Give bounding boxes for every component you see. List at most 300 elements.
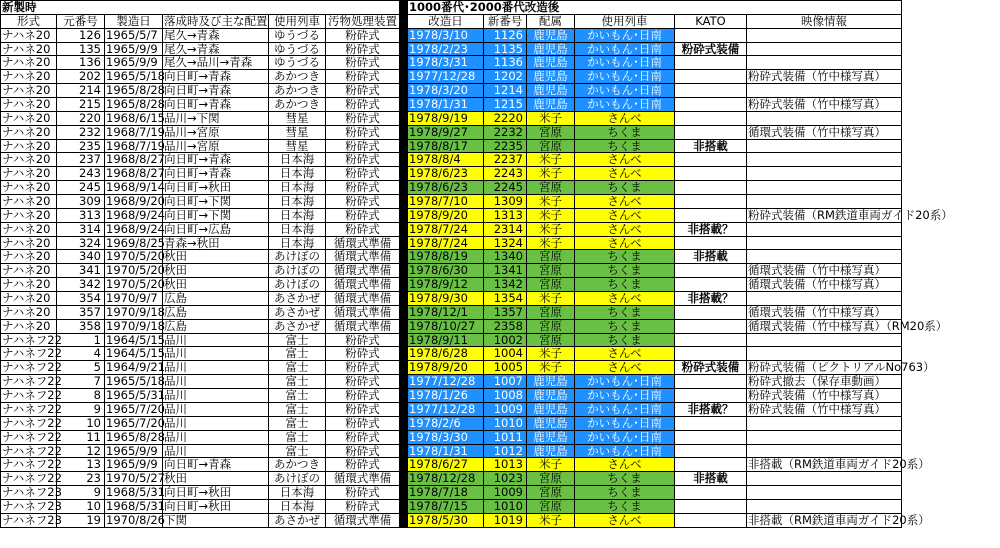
cell-mod-date: 1978/2/23 [408,43,484,57]
cell-video-info [747,347,902,361]
cell-mod-date: 1978/8/17 [408,140,484,154]
cell-new-train: かいもん･日南 [575,445,675,459]
cell-build-date: 1968/7/19 [106,138,165,153]
cell-kato: 非搭載？ [675,223,747,237]
cell-build-date: 1964/5/15 [106,346,165,361]
cell-new-train: さんべ [575,514,675,528]
cell-waste-system: 粉砕式 [326,126,400,140]
cell-new-number: 1013 [484,458,527,472]
cell-mod-date: 1978/1/31 [408,445,484,459]
cell-kato [675,334,747,348]
cell-kato [675,514,747,528]
cell-type: ナハネフ22 [2,471,62,486]
cell-type: ナハネフ22 [2,443,62,458]
cell-placement: 品川 [163,417,269,431]
header-new-number: 新番号 [484,15,527,29]
cell-kato: 非搭載？ [675,292,747,306]
cell-waste-system: 粉砕式 [326,445,400,459]
column-divider [400,98,408,112]
cell-kato [675,153,747,167]
cell-depot: 宮原 [527,140,575,154]
header-placement: 落成時及び主な配置 [164,13,268,28]
cell-placement: 向日町→秋田 [163,486,269,500]
cell-type: ナハネ20 [1,181,57,195]
cell-kato: 粉砕式装備 [675,361,747,375]
cell-video-info [747,29,902,43]
column-divider [400,153,408,167]
cell-new-number: 1011 [484,431,527,445]
cell-new-train: さんべ [575,347,675,361]
cell-kato [675,167,747,181]
cell-mod-date: 1978/7/24 [408,223,484,237]
cell-train: 日本海 [269,237,326,251]
cell-original-number: 237 [57,153,105,167]
cell-original-number: 9 [57,486,105,500]
cell-new-number: 1354 [484,292,527,306]
cell-build-date: 1970/9/18 [106,304,165,319]
cell-original-number: 136 [57,56,105,70]
cell-new-train: かいもん･日南 [575,43,675,57]
cell-type: ナハネフ23 [2,512,62,527]
cell-new-train: さんべ [575,195,675,209]
cell-depot: 米子 [527,195,575,209]
cell-video-info: 循環式装備（竹中様写真） [747,264,902,278]
column-divider [400,56,408,70]
cell-mod-date: 1978/1/31 [408,98,484,112]
cell-mod-date: 1978/9/12 [408,278,484,292]
cell-placement: 品川→宮原 [163,126,269,140]
cell-new-number: 1004 [484,347,527,361]
section-header-new-build: 新製時 [1,1,400,15]
cell-placement: 品川 [163,389,269,403]
cell-waste-system: 循環式準備 [326,320,400,334]
cell-depot: 鹿児島 [527,417,575,431]
cell-depot: 宮原 [527,264,575,278]
column-divider [400,334,408,348]
cell-build-date: 1968/5/31 [106,498,165,513]
column-divider [400,486,408,500]
column-divider [400,195,408,209]
cell-build-date: 1970/5/27 [106,471,165,486]
header-original-number: 元番号 [57,15,105,29]
cell-new-train: かいもん･日南 [575,431,675,445]
cell-mod-date: 1978/9/20 [408,361,484,375]
cell-kato [675,126,747,140]
cell-kato [675,195,747,209]
cell-kato [675,209,747,223]
cell-mod-date: 1978/9/30 [408,292,484,306]
cell-build-date: 1968/7/19 [106,124,165,139]
cell-new-number: 1010 [484,417,527,431]
cell-video-info [747,181,902,195]
cell-waste-system: 粉砕式 [326,361,400,375]
cell-original-number: 243 [57,167,105,181]
cell-new-train: かいもん･日南 [575,403,675,417]
cell-type: ナハネ20 [1,292,57,306]
cell-build-date: 1965/7/20 [106,415,165,430]
cell-video-info [747,431,902,445]
cell-placement: 向日町→青森 [163,84,269,98]
cell-type: ナハネ20 [1,195,57,209]
cell-original-number: 354 [57,292,105,306]
cell-mod-date: 1978/3/10 [408,29,484,43]
cell-build-date: 1964/9/21 [106,360,165,375]
cell-waste-system: 循環式準備 [326,278,400,292]
cell-mod-date: 1978/10/27 [408,320,484,334]
cell-waste-system: 粉砕式 [326,375,400,389]
cell-video-info: 粉砕式装備（RM鉄道車両ガイド20系） [748,207,953,222]
header-type: 形式 [1,15,57,29]
cell-train: 彗星 [269,140,326,154]
cell-video-info [747,486,902,500]
cell-build-date: 1970/8/26 [106,512,165,527]
cell-waste-system: 粉砕式 [326,167,400,181]
cell-waste-system: 粉砕式 [326,140,400,154]
cell-type: ナハネ20 [1,209,57,223]
cell-mod-date: 1978/1/26 [408,389,484,403]
cell-video-info: 循環式装備（竹中様写真） [747,306,902,320]
cell-depot: 鹿児島 [527,84,575,98]
column-divider [400,264,408,278]
cell-placement: 向日町→青森 [163,153,269,167]
cell-waste-system: 粉砕式 [326,112,400,126]
column-divider [400,389,408,403]
cell-original-number: 358 [57,320,105,334]
cell-new-number: 1126 [484,29,527,43]
cell-placement: 広島 [163,292,269,306]
cell-placement: 品川 [163,445,269,459]
cell-build-date: 1969/8/25 [106,235,165,250]
column-divider [400,445,408,459]
cell-waste-system: 粉砕式 [326,417,400,431]
cell-video-info: 粉砕式装備（竹中様写真） [747,70,902,84]
cell-build-date: 1970/5/20 [106,249,165,264]
cell-depot: 宮原 [527,126,575,140]
cell-new-train: さんべ [575,209,675,223]
cell-new-train: さんべ [575,112,675,126]
cell-train: あさかぜ [269,306,326,320]
cell-type: ナハネ20 [1,43,57,57]
cell-kato [675,278,747,292]
cell-train: ゆうづる [269,43,326,57]
cell-type: ナハネフ23 [2,498,62,513]
cell-kato: 非搭載 [675,140,747,154]
cell-waste-system: 粉砕式 [326,181,400,195]
cell-new-number: 1012 [484,445,527,459]
cell-waste-system: 粉砕式 [326,29,400,43]
cell-new-train: ちくま [575,334,675,348]
cell-new-train: ちくま [575,250,675,264]
cell-original-number: 309 [57,195,105,209]
cell-new-number: 1007 [484,375,527,389]
cell-mod-date: 1978/6/23 [408,181,484,195]
cell-build-date: 1970/5/20 [106,263,165,278]
cell-kato [675,264,747,278]
cell-train: 富士 [269,347,326,361]
cell-kato [675,181,747,195]
cell-video-info: 粉砕式装備（竹中様写真） [747,98,902,112]
column-divider [400,458,408,472]
cell-placement: 品川 [163,334,269,348]
column-divider [400,306,408,320]
cell-waste-system: 循環式準備 [326,237,400,251]
cell-new-number: 1019 [484,514,527,528]
cell-build-date: 1965/5/31 [106,388,165,403]
cell-video-info [747,250,902,264]
cell-placement: 下関 [163,514,269,528]
cell-original-number: 342 [57,278,105,292]
cell-build-date: 1965/8/28 [106,97,165,112]
cell-placement: 広島 [163,320,269,334]
cell-new-train: ちくま [575,472,675,486]
cell-video-info [747,417,902,431]
cell-original-number: 8 [57,389,105,403]
cell-mod-date: 1978/3/30 [408,431,484,445]
cell-depot: 鹿児島 [527,98,575,112]
cell-mod-date: 1978/6/23 [408,167,484,181]
cell-type: ナハネフ22 [2,388,62,403]
cell-placement: 向日町→青森 [163,98,269,112]
cell-mod-date: 1978/7/15 [408,500,484,514]
cell-original-number: 340 [57,250,105,264]
cell-new-number: 1009 [484,486,527,500]
cell-original-number: 5 [57,361,105,375]
cell-type: ナハネフ23 [2,485,62,500]
cell-type: ナハネ20 [1,264,57,278]
cell-video-info [747,223,902,237]
cell-train: あさかぜ [269,514,326,528]
cell-new-number: 1215 [484,98,527,112]
cell-build-date: 1968/9/14 [106,180,165,195]
cell-video-info [747,140,902,154]
cell-mod-date: 1978/2/6 [408,417,484,431]
cell-depot: 米子 [527,347,575,361]
column-divider [400,320,408,334]
cell-build-date: 1968/5/31 [106,485,165,500]
cell-kato [675,56,747,70]
column-divider [400,167,408,181]
cell-new-number: 1010 [484,500,527,514]
column-divider [400,43,408,57]
column-divider [400,514,408,528]
cell-waste-system: 循環式準備 [326,264,400,278]
column-divider [400,403,408,417]
cell-mod-date: 1977/12/28 [408,375,484,389]
cell-depot: 米子 [527,167,575,181]
cell-depot: 鹿児島 [527,29,575,43]
cell-type: ナハネフ22 [2,374,62,389]
cell-train: あけぼの [269,250,326,264]
cell-depot: 宮原 [527,250,575,264]
cell-waste-system: 粉砕式 [326,458,400,472]
column-divider [400,112,408,126]
cell-mod-date: 1978/5/30 [408,514,484,528]
cell-depot: 米子 [527,153,575,167]
cell-original-number: 314 [57,223,105,237]
cell-depot: 鹿児島 [527,431,575,445]
cell-new-train: ちくま [575,126,675,140]
cell-original-number: 1 [57,334,105,348]
cell-type: ナハネ20 [1,140,57,154]
cell-mod-date: 1978/6/30 [408,264,484,278]
cell-kato: 非搭載？ [675,403,747,417]
cell-mod-date: 1978/7/18 [408,486,484,500]
cell-build-date: 1965/9/9 [105,458,163,472]
cell-mod-date: 1978/7/24 [408,237,484,251]
cell-new-number: 1324 [484,237,527,251]
cell-placement: 向日町→秋田 [163,181,269,195]
cell-build-date: 1970/9/18 [106,318,165,333]
cell-depot: 宮原 [527,472,575,486]
cell-new-train: かいもん･日南 [575,417,675,431]
cell-mod-date: 1978/6/28 [408,347,484,361]
column-divider [400,140,408,154]
cell-build-date: 1965/7/20 [106,401,165,416]
cell-video-info [747,195,902,209]
cell-depot: 宮原 [527,486,575,500]
cell-train: あかつき [269,458,326,472]
cell-new-number: 1005 [484,361,527,375]
cell-train: 日本海 [269,153,326,167]
cell-kato [675,84,747,98]
cell-depot: 宮原 [527,278,575,292]
cell-new-number: 1202 [484,70,527,84]
cell-mod-date: 1978/9/11 [408,334,484,348]
cell-mod-date: 1977/12/28 [408,403,484,417]
header-waste-system: 汚物処理装置 [326,15,400,29]
cell-video-info: 粉砕式装備（竹中様写真） [747,403,902,417]
column-divider [400,431,408,445]
cell-mod-date: 1978/8/4 [408,153,484,167]
cell-new-number: 1135 [484,43,527,57]
cell-video-info: 循環式装備（竹中様写真） [747,126,902,140]
cell-new-train: かいもん･日南 [575,84,675,98]
column-divider [400,347,408,361]
cell-new-train: さんべ [575,153,675,167]
cell-waste-system: 循環式準備 [326,514,400,528]
cell-type: ナハネ20 [1,29,57,43]
cell-video-info [747,472,902,486]
cell-train: ゆうづる [269,29,326,43]
cell-type: ナハネ20 [1,56,57,70]
cell-train: 富士 [269,403,326,417]
cell-waste-system: 循環式準備 [326,250,400,264]
column-divider [400,500,408,514]
cell-video-info [747,237,902,251]
cell-kato [675,431,747,445]
column-divider [400,84,408,98]
cell-original-number: 202 [57,70,105,84]
cell-type: ナハネフ22 [2,346,62,361]
cell-placement: 尾久→青森 [163,43,269,57]
cell-new-train: さんべ [575,167,675,181]
cell-type: ナハネフ22 [2,401,62,416]
cell-mod-date: 1978/9/27 [408,126,484,140]
cell-original-number: 7 [57,375,105,389]
cell-train: あかつき [269,98,326,112]
cell-new-train: ちくま [575,320,675,334]
cell-depot: 鹿児島 [527,445,575,459]
cell-placement: 尾久→品川→青森 [163,56,269,70]
cell-new-number: 1309 [484,195,527,209]
cell-depot: 米子 [527,209,575,223]
cell-type: ナハネ20 [1,278,57,292]
column-divider [400,209,408,223]
cell-waste-system: 循環式準備 [326,292,400,306]
header-new-train: 使用列車 [575,15,675,29]
cell-original-number: 10 [57,417,105,431]
cell-new-train: さんべ [575,237,675,251]
cell-train: あけぼの [269,264,326,278]
cell-original-number: 245 [57,181,105,195]
cell-original-number: 220 [57,112,105,126]
cell-original-number: 10 [57,500,105,514]
cell-new-number: 2314 [484,223,527,237]
column-divider [400,126,408,140]
cell-build-date: 1970/5/20 [106,277,165,292]
cell-placement: 向日町→下関 [163,195,269,209]
cell-train: あかつき [269,70,326,84]
cell-new-train: かいもん･日南 [575,56,675,70]
header-kato: KATO [675,15,747,29]
column-divider [400,1,408,15]
cell-new-number: 1002 [484,334,527,348]
cell-depot: 鹿児島 [527,56,575,70]
cell-original-number: 126 [57,29,105,43]
cell-video-info: 粉砕式装備（ピクトリアルNo763） [748,360,935,375]
cell-original-number: 135 [57,43,105,57]
cell-placement: 品川 [163,347,269,361]
cell-depot: 米子 [527,112,575,126]
cell-waste-system: 粉砕式 [326,43,400,57]
cell-placement: 品川 [163,375,269,389]
cell-type: ナハネ20 [1,98,57,112]
cell-train: あさかぜ [269,320,326,334]
cell-depot: 宮原 [527,500,575,514]
cell-depot: 米子 [527,361,575,375]
header-video-info: 映像情報 [747,15,902,29]
cell-kato [675,375,747,389]
cell-depot: 米子 [527,223,575,237]
cell-video-info [747,292,902,306]
cell-video-info [747,167,902,181]
cell-waste-system: 粉砕式 [326,153,400,167]
cell-new-train: かいもん･日南 [575,70,675,84]
cell-train: 富士 [269,375,326,389]
cell-new-number: 2232 [484,126,527,140]
cell-original-number: 11 [57,431,105,445]
cell-placement: 品川→宮原 [163,140,269,154]
cell-mod-date: 1978/12/1 [408,306,484,320]
cell-train: 日本海 [269,500,326,514]
cell-waste-system: 粉砕式 [326,84,400,98]
cell-video-info: 非搭載（RM鉄道車両ガイド20系） [748,512,930,527]
cell-mod-date: 1978/3/20 [408,84,484,98]
cell-original-number: 341 [57,264,105,278]
header-build-date: 製造日 [105,15,163,29]
cell-waste-system: 粉砕式 [326,403,400,417]
cell-new-train: さんべ [575,292,675,306]
column-divider [400,70,408,84]
cell-video-info [747,112,902,126]
cell-new-number: 2358 [484,320,527,334]
cell-build-date: 1970/9/7 [105,292,163,306]
cell-type: ナハネフ22 [2,360,62,375]
cell-kato [675,458,747,472]
cell-depot: 宮原 [527,320,575,334]
cell-train: 富士 [269,361,326,375]
cell-kato [675,29,747,43]
